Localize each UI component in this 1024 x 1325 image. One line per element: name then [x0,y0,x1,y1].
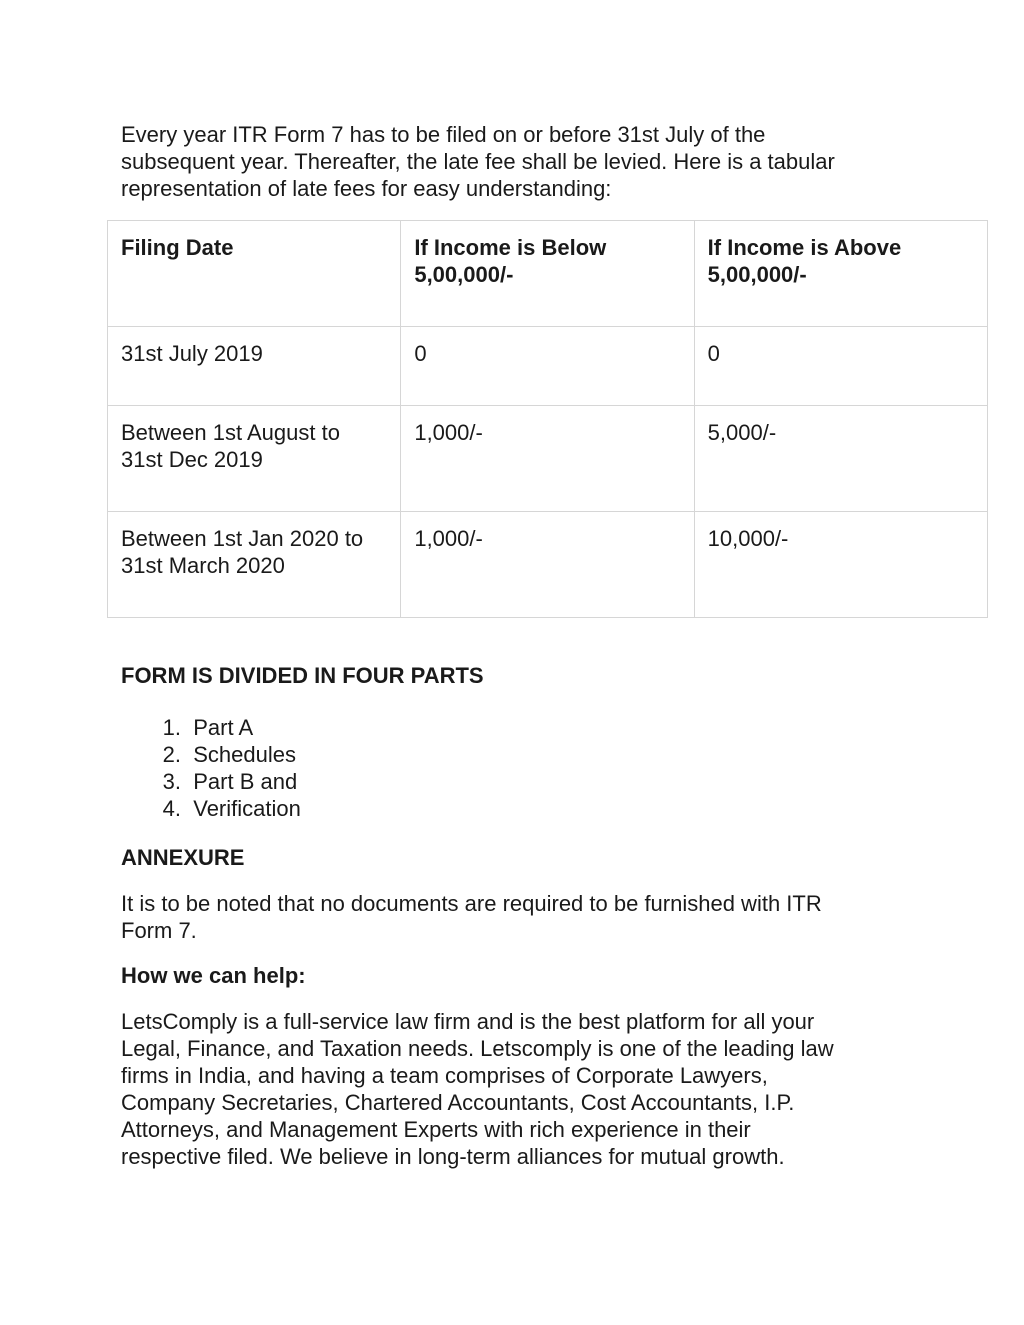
table-cell: 0 [694,327,987,406]
table-cell: 10,000/- [694,512,987,618]
parts-list [121,714,301,822]
annexure-heading: ANNEXURE [121,845,245,870]
table-cell: 1,000/- [401,512,694,618]
intro-line: subsequent year. Thereafter, the late fee shall be levied. Here is a tabular [121,149,835,174]
annexure-paragraph: It is to be noted that no documents are required to be furnished with ITR Form 7. [121,891,822,943]
table-cell: 5,000/- [694,406,987,512]
intro-line: representation of late fees for easy understanding: [121,176,612,201]
list-item: 4. Verification [162,796,301,821]
header-filing-date: Filing Date [108,221,401,327]
late-fee-table [107,220,988,618]
table-cell: Between 1st Jan 2020 to 31st March 2020 [108,512,401,618]
list-item: 3. Part B and [162,769,298,794]
list-item: 1. Part A [162,715,254,740]
header-income-above: If Income is Above 5,00,000/- [694,221,987,327]
parts-heading: FORM IS DIVIDED IN FOUR PARTS [121,663,484,688]
header-income-below: If Income is Below 5,00,000/- [401,221,694,327]
list-item: 2. Schedules [162,742,296,767]
table-cell: 1,000/- [401,406,694,512]
help-paragraph: LetsComply is a full-service law firm and is the best platform for all your Legal, Finance, and Taxation needs. Letscomply is one of the leading law firms in India, and having a team comprises of Corporate Lawyers, Company Secretaries, Chartered Accountants, Cost Accountants, I.P. Attorneys, and Management Experts with rich experience in their respective filed. We believe in long-term alliances for mutual growth. [121,1009,834,1169]
table-cell: 0 [401,327,694,406]
table-cell: Between 1st August to 31st Dec 2019 [108,406,401,512]
intro-paragraph [121,121,921,202]
table-row [108,327,988,406]
help-heading: How we can help: [121,963,306,988]
table-cell: 31st July 2019 [108,327,401,406]
table-header-row [108,221,988,327]
intro-line: Every year ITR Form 7 has to be filed on or before 31st July of the [121,122,766,147]
table-row [108,512,988,618]
table-row [108,406,988,512]
